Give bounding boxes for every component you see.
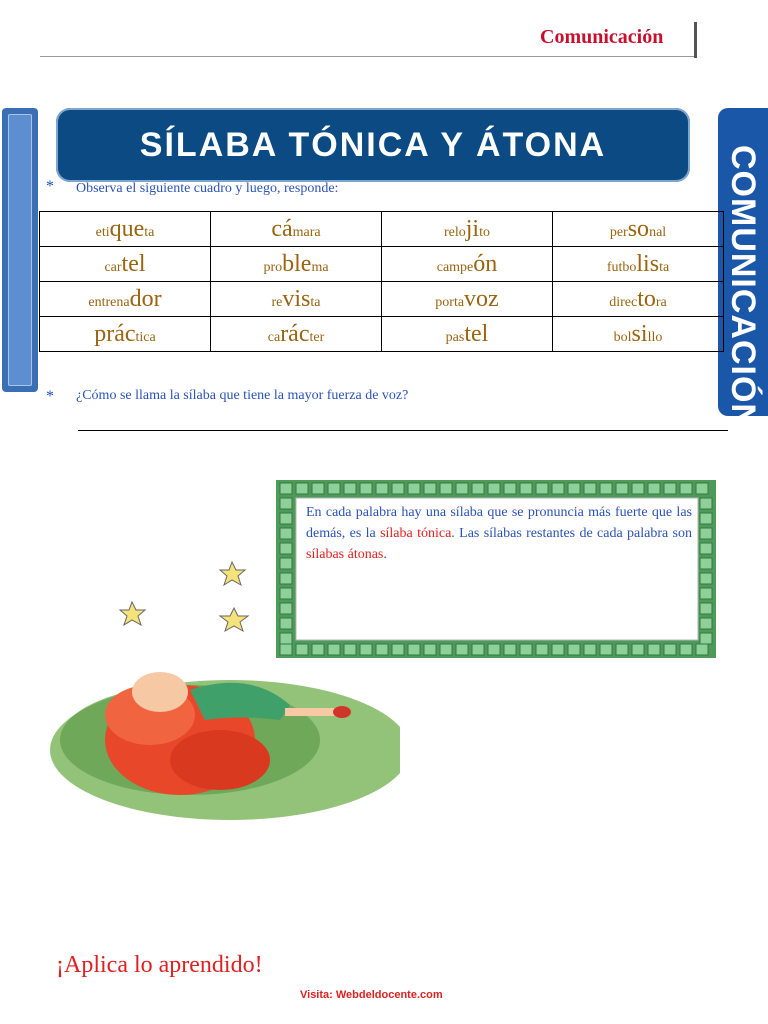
side-tab (718, 108, 768, 429)
atonic-syllable: eti (95, 224, 110, 240)
title-banner (56, 108, 690, 182)
star-icon (220, 608, 248, 631)
tonic-syllable: tel (464, 320, 489, 347)
tonic-syllable: dor (129, 285, 162, 312)
frame-tile (664, 644, 676, 655)
frame-tile (700, 558, 712, 569)
frame-tile (632, 483, 644, 494)
atonic-syllable: campe (436, 259, 474, 275)
tonic-syllable: si (631, 320, 648, 347)
frame-tile (568, 644, 580, 655)
syllable-table (39, 211, 724, 352)
frame-tile (680, 644, 692, 655)
word-cell (382, 212, 553, 247)
frame-tile (520, 644, 532, 655)
table-row (40, 282, 724, 317)
word-cell (382, 247, 553, 282)
header-tick (694, 22, 697, 58)
frame-tile (700, 603, 712, 614)
question-text: ¿Cómo se llama la sílaba que tiene la mayor fuerza de voz? (76, 388, 409, 403)
header-rule (40, 56, 696, 57)
frame-tile (664, 483, 676, 494)
atonic-syllable: bol (613, 329, 632, 345)
word-cell (553, 317, 724, 352)
frame-tile (600, 644, 612, 655)
atonic-syllable: direc (609, 294, 638, 310)
frame-tile (648, 483, 660, 494)
frame-tile (440, 483, 452, 494)
frame-tile (472, 483, 484, 494)
frame-tile (504, 644, 516, 655)
frame-tile (700, 513, 712, 524)
frame-tile (488, 644, 500, 655)
frame-tile (584, 644, 596, 655)
tonic-syllable: ble (282, 250, 312, 277)
tonic-syllable: cá (271, 215, 293, 242)
frame-tile (700, 588, 712, 599)
frame-tile (700, 528, 712, 539)
girl-leg (285, 708, 340, 716)
girl-hair-curl (170, 730, 270, 790)
atonic-syllable: ca (267, 329, 281, 345)
frame-tile (536, 483, 548, 494)
tonic-syllable: tel (121, 250, 146, 277)
star-icon (120, 602, 145, 625)
atonic-syllable: nal (649, 224, 667, 240)
atonic-syllable: tica (135, 329, 156, 345)
atonic-syllable: re (271, 294, 283, 310)
atonic-syllable: relo (444, 224, 466, 240)
left-decor-bar-inner (8, 114, 32, 386)
atonic-syllable: futbo (606, 259, 637, 275)
tonic-syllable: voz (464, 285, 499, 312)
frame-tile (488, 483, 500, 494)
atonic-syllable: entrena (88, 294, 130, 310)
frame-tile (696, 644, 708, 655)
atonic-syllable: pas (445, 329, 465, 345)
atonic-syllable: mara (292, 224, 321, 240)
atonic-syllable: ter (309, 329, 325, 345)
word-cell (211, 212, 382, 247)
frame-tile (680, 483, 692, 494)
atonic-syllable: ta (310, 294, 321, 310)
frame-tile (504, 483, 516, 494)
frame-tile (700, 633, 712, 644)
tonic-syllable: so (627, 215, 650, 242)
word-cell (553, 282, 724, 317)
frame-tile (648, 644, 660, 655)
word-cell (553, 247, 724, 282)
girl-illustration (40, 470, 400, 830)
star-icon (220, 562, 245, 585)
atonic-syllable: car (104, 259, 122, 275)
frame-tile (616, 644, 628, 655)
page-title: SÍLABA TÓNICA Y ÁTONA (139, 126, 607, 164)
frame-tile (424, 644, 436, 655)
table-row (40, 317, 724, 352)
side-tab-label: COMUNICACIÓN (724, 145, 762, 429)
frame-tile (584, 483, 596, 494)
word-cell (553, 212, 724, 247)
word-cell (40, 212, 211, 247)
frame-tile (600, 483, 612, 494)
question-bullet: * (46, 388, 54, 405)
note-highlight-atonas: sílabas átonas (306, 547, 384, 562)
atonic-syllable: ta (659, 259, 670, 275)
frame-tile (700, 543, 712, 554)
frame-tile (408, 644, 420, 655)
frame-tile (552, 644, 564, 655)
atonic-syllable: pro (263, 259, 283, 275)
atonic-syllable: per (609, 224, 628, 240)
atonic-syllable: ma (311, 259, 329, 275)
left-decor-bar (2, 108, 38, 392)
word-cell (382, 282, 553, 317)
instruction-bullet: * (46, 178, 54, 195)
note-part2: . Las sílabas restantes de cada palabra son (451, 526, 693, 541)
frame-tile (472, 644, 484, 655)
word-cell (40, 317, 211, 352)
tonic-syllable: ji (465, 215, 480, 242)
note-part3: . (383, 547, 387, 562)
tonic-syllable: to (637, 285, 656, 312)
tonic-syllable: lis (636, 250, 660, 277)
aplica-heading: ¡Aplica lo aprendido! (56, 952, 263, 978)
tonic-syllable: prác (94, 320, 136, 347)
answer-line (78, 430, 728, 431)
word-cell (40, 282, 211, 317)
frame-tile (700, 498, 712, 509)
frame-tile (552, 483, 564, 494)
word-cell (211, 317, 382, 352)
frame-tile (632, 644, 644, 655)
tonic-syllable: rác (280, 320, 310, 347)
word-cell (40, 247, 211, 282)
girl-shoe (333, 706, 351, 718)
frame-tile (696, 483, 708, 494)
note-part1: En cada palabra hay una sílaba que se pronuncia más fuerte que las demás, es la (306, 505, 692, 541)
frame-tile (520, 483, 532, 494)
word-cell (211, 247, 382, 282)
word-cell (211, 282, 382, 317)
frame-tile (616, 483, 628, 494)
frame-tile (700, 573, 712, 584)
note-highlight-tonica: sílaba tónica (380, 526, 452, 541)
frame-tile (536, 644, 548, 655)
atonic-syllable: porta (435, 294, 465, 310)
table-row (40, 247, 724, 282)
frame-tile (568, 483, 580, 494)
tonic-syllable: ón (473, 250, 498, 277)
atonic-syllable: ta (144, 224, 155, 240)
tonic-syllable: vis (282, 285, 311, 312)
tonic-syllable: que (109, 215, 145, 242)
header-subject: Comunicación (540, 26, 664, 48)
footer-link[interactable]: Visita: Webdeldocente.com (300, 989, 443, 1001)
frame-tile (408, 483, 420, 494)
instruction-text: Observa el siguiente cuadro y luego, responde: (76, 181, 339, 196)
frame-tile (700, 618, 712, 629)
word-cell (382, 317, 553, 352)
table-row (40, 212, 724, 247)
atonic-syllable: ra (655, 294, 667, 310)
frame-tile (456, 483, 468, 494)
frame-tile (456, 644, 468, 655)
atonic-syllable: to (479, 224, 490, 240)
frame-tile (424, 483, 436, 494)
atonic-syllable: llo (647, 329, 663, 345)
frame-tile (440, 644, 452, 655)
girl-face (132, 672, 188, 712)
